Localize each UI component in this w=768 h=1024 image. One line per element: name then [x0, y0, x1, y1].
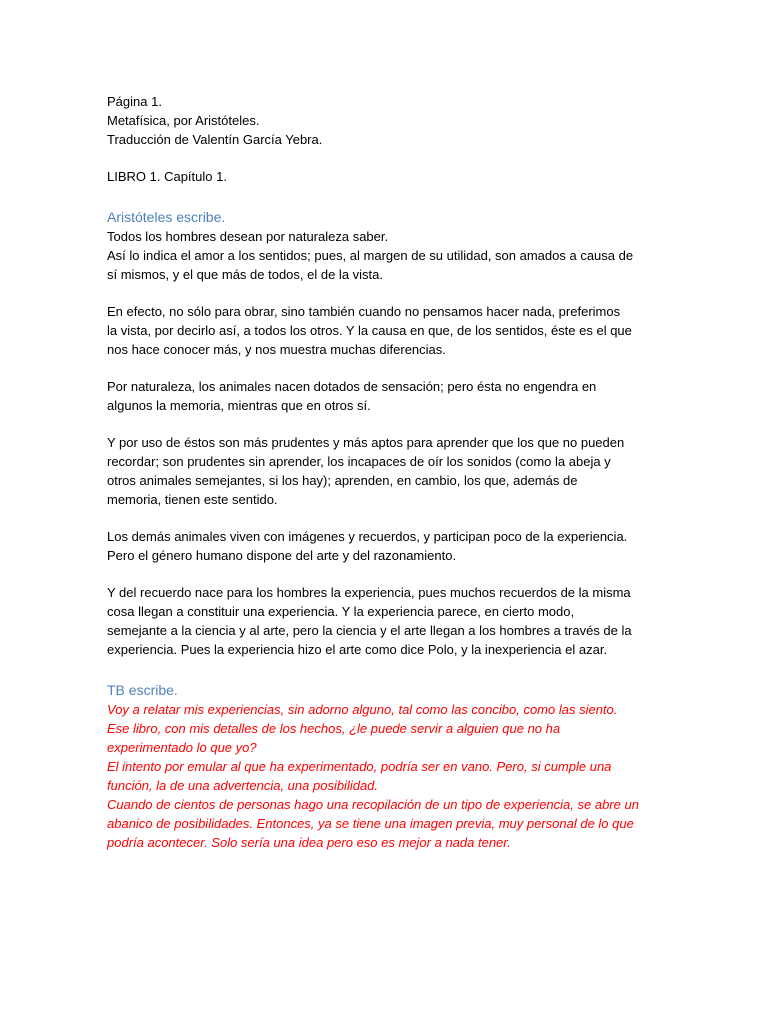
aristoteles-paragraph-5: [107, 527, 667, 565]
text-line: Así lo indica el amor a los sentidos; pues, al margen de su utilidad, son amados a causa de: [107, 248, 634, 263]
text-line: Todos los hombres desean por naturaleza saber.: [107, 229, 389, 244]
aristoteles-paragraph-1: [107, 227, 667, 284]
chapter-title: LIBRO 1. Capítulo 1.: [107, 169, 227, 184]
text-line: Los demás animales viven con imágenes y recuerdos, y participan poco de la experiencia.: [107, 529, 628, 544]
text-line: En efecto, no sólo para obrar, sino también cuando no pensamos hacer nada, preferimos: [107, 304, 621, 319]
aristoteles-paragraph-3: [107, 377, 667, 415]
text-line: semejante a la ciencia y al arte, pero la ciencia y el arte llegan a los hombres a través de la: [107, 623, 632, 638]
document-body: [107, 92, 667, 852]
text-line: abanico de posibilidades. Entonces, ya se tiene una imagen previa, muy personal de lo que: [107, 816, 634, 831]
text-line: Y del recuerdo nace para los hombres la experiencia, pues muchos recuerdos de la misma: [107, 585, 631, 600]
text-line: experimentado lo que yo?: [107, 740, 257, 755]
text-line: otros animales semejantes, si los hay); aprenden, en cambio, los que, además de: [107, 473, 578, 488]
text-line: algunos la memoria, mientras que en otros sí.: [107, 398, 371, 413]
text-line: función, la de una advertencia, una posibilidad.: [107, 778, 379, 793]
text-line: El intento por emular al que ha experimentado, podría ser en vano. Pero, si cumple una: [107, 759, 612, 774]
text-line: nos hace conocer más, y nos muestra muchas diferencias.: [107, 342, 446, 357]
document-header: [107, 92, 667, 149]
page-number: Página 1.: [107, 94, 162, 109]
tb-commentary: [107, 700, 667, 852]
section-heading-tb: TB escribe.: [107, 682, 178, 698]
aristoteles-paragraph-6: [107, 583, 667, 659]
aristoteles-paragraph-2: [107, 302, 667, 359]
text-line: Pero el género humano dispone del arte y del razonamiento.: [107, 548, 457, 563]
book-title: Metafísica, por Aristóteles.: [107, 113, 260, 128]
text-line: Voy a relatar mis experiencias, sin adorno alguno, tal como las concibo, como las siento.: [107, 702, 618, 717]
text-line: Ese libro, con mis detalles de los hechos, ¿le puede servir a alguien que no ha: [107, 721, 561, 736]
text-line: la vista, por decirlo así, a todos los otros. Y la causa en que, de los sentidos, éste es el que: [107, 323, 632, 338]
translation-credit: Traducción de Valentín García Yebra.: [107, 132, 323, 147]
text-line: cosa llegan a constituir una experiencia. Y la experiencia parece, en cierto modo,: [107, 604, 575, 619]
text-line: recordar; son prudentes sin aprender, los incapaces de oír los sonidos (como la abeja y: [107, 454, 611, 469]
text-line: sí mismos, y el que más de todos, el de la vista.: [107, 267, 384, 282]
text-line: experiencia. Pues la experiencia hizo el arte como dice Polo, y la inexperiencia el azar.: [107, 642, 608, 657]
section-heading-aristoteles: Aristóteles escribe.: [107, 209, 226, 225]
text-line: Cuando de cientos de personas hago una recopilación de un tipo de experiencia, se abre un: [107, 797, 639, 812]
text-line: podría acontecer. Solo sería una idea pero eso es mejor a nada tener.: [107, 835, 511, 850]
text-line: memoria, tienen este sentido.: [107, 492, 278, 507]
aristoteles-paragraph-4: [107, 433, 667, 509]
text-line: Por naturaleza, los animales nacen dotados de sensación; pero ésta no engendra en: [107, 379, 597, 394]
text-line: Y por uso de éstos son más prudentes y más aptos para aprender que los que no pueden: [107, 435, 625, 450]
